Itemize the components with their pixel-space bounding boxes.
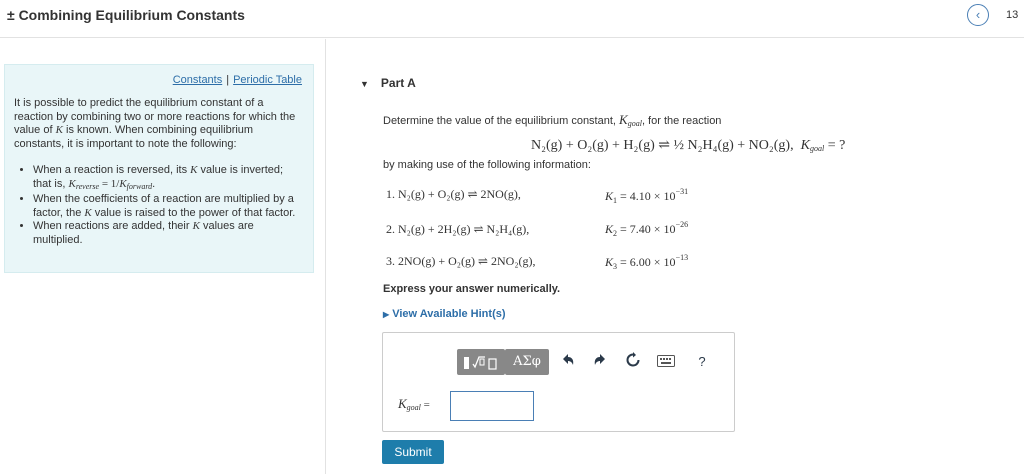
chevron-left-icon: ‹ bbox=[975, 7, 981, 22]
reset-icon[interactable] bbox=[623, 352, 643, 372]
template-icon bbox=[461, 354, 501, 372]
instruction-text: by making use of the following information: bbox=[383, 159, 591, 171]
keyboard-icon[interactable] bbox=[656, 352, 676, 372]
page-title: ± Combining Equilibrium Constants bbox=[7, 7, 245, 23]
header-bar bbox=[0, 0, 1024, 38]
question-prompt: Determine the value of the equilibrium constant, Kgoal, for the reaction bbox=[383, 112, 722, 128]
intro-paragraph: It is possible to predict the equilibrium constant of a reaction by combining two or more reactions for which the value of K is known. When combining equilibrium constants, it is important to note the following: bbox=[14, 97, 296, 150]
answer-area bbox=[382, 332, 735, 432]
caret-down-icon[interactable]: ▼ bbox=[360, 79, 369, 89]
info-panel bbox=[4, 64, 314, 273]
link-separator: | bbox=[226, 74, 230, 86]
greek-symbols-button[interactable]: ΑΣφ bbox=[505, 349, 549, 375]
answer-label: Kgoal = bbox=[398, 396, 430, 412]
periodic-table-link[interactable]: Periodic Table bbox=[233, 74, 302, 86]
constants-link[interactable]: Constants bbox=[172, 74, 223, 86]
redo-icon[interactable] bbox=[590, 352, 610, 372]
k2-value: $K_2 = 7.40 \times 10^{-26}$ bbox=[605, 220, 689, 238]
part-a-header[interactable] bbox=[360, 76, 416, 90]
part-label: Part A bbox=[380, 76, 416, 90]
templates-button[interactable] bbox=[457, 349, 505, 375]
reaction-1: 1. N₂(g) + O₂(g) ⇌ 2NO(g), bbox=[386, 187, 521, 201]
reaction-2: 2. N₂(g) + 2H₂(g) ⇌ N₂H₄(g), bbox=[386, 222, 530, 236]
rules-list bbox=[33, 164, 303, 247]
back-button[interactable] bbox=[967, 4, 989, 26]
k3-value: $K_3 = 6.00 \times 10^{-13}$ bbox=[605, 253, 689, 271]
k1-value: $K_1 = 4.10 \times 10^{-31}$ bbox=[605, 187, 689, 205]
page-indicator: 13 bbox=[1006, 9, 1019, 21]
goal-reaction: N₂(g) + O₂(g) + H₂(g) ⇌ ½ N₂H₄(g) + NO₂(g), Kgoal = ? bbox=[531, 138, 846, 153]
view-hints-link[interactable]: ▶ View Available Hint(s) bbox=[383, 308, 506, 320]
caret-right-icon: ▶ bbox=[383, 310, 390, 319]
rule-multiply: • When the coefficients of a reaction are multiplied by a factor, the K value is raised to the power of that factor. bbox=[33, 193, 303, 220]
undo-icon[interactable] bbox=[558, 352, 578, 372]
help-icon[interactable]: ? bbox=[698, 354, 706, 369]
reaction-3: 3. 2NO(g) + O₂(g) ⇌ 2NO₂(g), bbox=[386, 254, 536, 268]
answer-input[interactable] bbox=[450, 391, 534, 421]
resource-links bbox=[173, 74, 302, 86]
rule-add: • When reactions are added, their K values are multiplied. bbox=[33, 220, 303, 247]
panel-divider bbox=[325, 39, 326, 474]
rule-reverse: • When a reaction is reversed, its K value is inverted; that is, Kreverse = 1/Kforward. bbox=[33, 164, 303, 193]
submit-button[interactable]: Submit bbox=[382, 440, 444, 464]
answer-format-instruction: Express your answer numerically. bbox=[383, 283, 561, 295]
